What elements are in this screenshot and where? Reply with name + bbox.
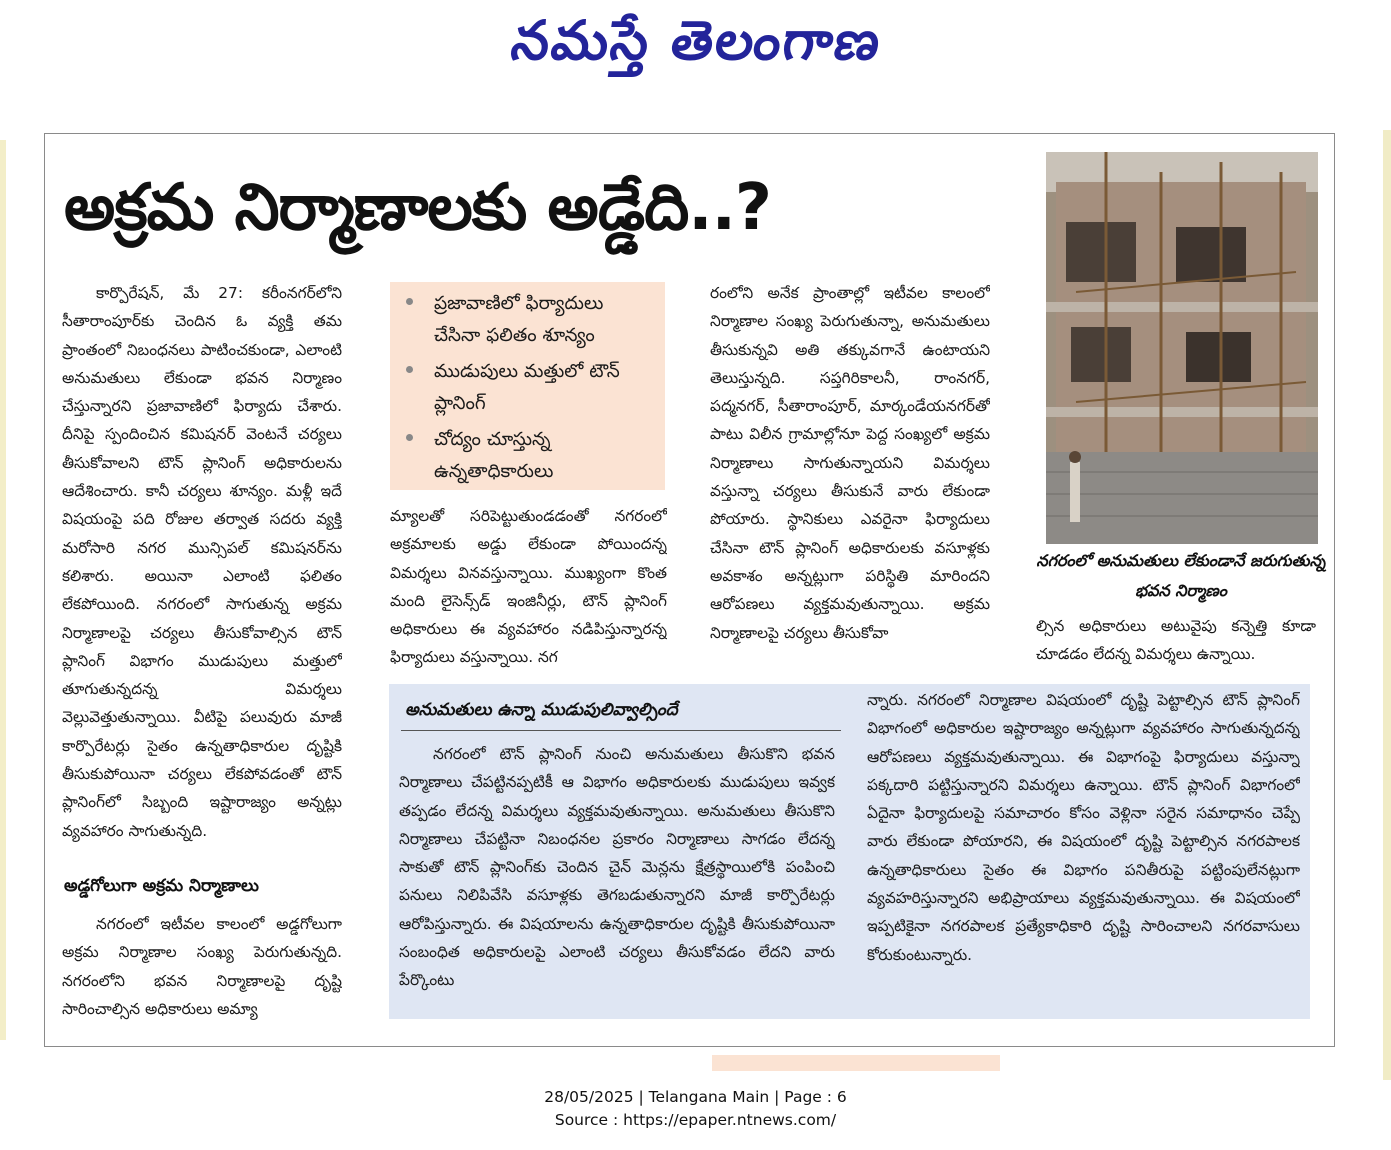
bullet-icon [406, 366, 413, 373]
pullquote-text: ముడుపులు మత్తులో టౌన్‌ ప్లానింగ్‌ [434, 361, 620, 414]
masthead [0, 0, 1391, 95]
bullet-icon [406, 434, 413, 441]
pullquote-text: చోద్యం చూస్తున్న ఉన్నతాధికారులు [434, 429, 554, 482]
article-column-3 [710, 279, 990, 672]
box-paragraph: న్నారు. నగరంలో నిర్మాణాల విషయంలో దృష్టి పెట్టాల్సిన టౌన్‌ ప్లానింగ్‌ విభాగంలో అధికారుల ఇష్టారాజ్యం అన్నట్లుగా వ్యవహారం సాగుతున్నదన్న ఆరోపణలు వ్యక్తమవుతున్నాయి. ఈ విభాగంపై ఫిర్యాదులు వస్తున్నా పక్కదారి పట్టిస్తున్నారని విమర్శలు ఉన్నాయి. టౌన్‌ ప్లానింగ్‌ విభాగంలో ఏదైనా ఫిర్యాదులపై సమాచారం కోసం వెళ్లినా సరైన సమాధానం చెప్పే వారు లేకుండా పోయారని, ఈ విషయంలో దృష్టి పెట్టాల్సిన నగరపాలక ఉన్నతాధికారులు సైతం ఈ విభాగం పనితీరుపై పట్టింపులేనట్లుగా వ్యవహరిస్తున్నారని అభిప్రాయాలు వ్యక్తమవుతున్నాయి. ఈ విషయంలో ఇప్పటికైనా నగరపాలక ప్రత్యేకాధికారి దృష్టి సారించాలని నగరవాసులు కోరుకుంటున్నారు. [867, 691, 1300, 964]
article-paragraph: రంలోని అనేక ప్రాంతాల్లో ఇటీవల కాలంలో నిర్మాణాల సంఖ్య పెరుగుతున్నా, అనుమతులు తీసుకున్నవి అతి తక్కువగానే ఉంటాయని తెలుస్తున్నది. సప్తగిరికాలనీ, రాంనగర్‌, పద్మనగర్‌, సీతారాంపూర్‌, మార్కండేయనగర్‌తో పాటు విలీన గ్రామాల్లోనూ పెద్ద సంఖ్యలో అక్రమ నిర్మాణాలు సాగుతున్నాయని విమర్శలు వస్తున్నా చర్యలు తీసుకునే వారు లేకుండా పోయారు. స్థానికులు ఎవరైనా ఫిర్యాదులు చేసినా టౌన్‌ ప్లానింగ్‌ అధికారులకు వసూళ్లకు అవకాశం అన్నట్లుగా పరిస్థితి మారిందని ఆరోపణలు వ్యక్తమవుతున్నాయి. అక్రమ నిర్మాణాలపై చర్యలు తీసుకోవా [710, 284, 990, 642]
article-column-1 [62, 279, 342, 862]
box-title: అనుమతులు ఉన్నా ముడుపులివ్వాల్సిందే [405, 700, 678, 720]
page-edge-left [0, 140, 6, 1040]
box-column-1 [399, 740, 835, 1000]
page-edge-right [1383, 130, 1391, 1080]
masthead-logo: నమస్తే తెలంగాణ [507, 9, 886, 72]
building-illustration [1046, 152, 1318, 544]
bullet-icon [406, 298, 413, 305]
article-column-2 [390, 502, 667, 672]
construction-photo [1046, 152, 1318, 544]
article-paragraph: ల్సిన అధికారులు అటువైపు కన్నెత్తి కూడా చూడడం లేదన్న విమర్శలు ఉన్నాయి. [1036, 617, 1316, 664]
next-article-peek [712, 1055, 1000, 1071]
page-footer [0, 1086, 1391, 1132]
article-paragraph: కార్పొరేషన్‌, మే 27: కరీంనగర్‌లోని సీతారాంపూర్‌కు చెందిన ఓ వ్యక్తి తమ ప్రాంతంలో నిబంధనలు పాటించకుండా, ఎలాంటి అనుమతులు లేకుండా భవన నిర్మాణం చేస్తున్నారని ప్రజావాణిలో ఫిర్యాదు చేశారు. దీనిపై స్పందించిన కమిషనర్‌ వెంటనే చర్యలు తీసుకోవాలని టౌన్‌ ప్లానింగ్‌ అధికారులను ఆదేశించారు. కానీ చర్యలు శూన్యం. మళ్లీ ఇదే విషయంపై పది రోజుల తర్వాత సదరు వ్యక్తి మరోసారి నగర మున్సిపల్‌ కమిషనర్‌ను కలిశారు. అయినా ఎలాంటి ఫలితం లేకపోయింది. నగరంలో సాగుతున్న అక్రమ నిర్మాణాలపై చర్యలు తీసుకోవాల్సిన టౌన్‌ ప్లానింగ్‌ విభాగం ముడుపులు మత్తులో తూగుతున్నదన్న విమర్శలు వెల్లువెత్తుతున్నాయి. వీటిపై పలువురు మాజీ కార్పొరేటర్లు సైతం ఉన్నతాధికారుల దృష్టికి తీసుకుపోయినా చర్యలు లేకపోవడంతో టౌన్‌ ప్లానింగ్‌లో సిబ్బంది ఇష్టారాజ్యం అన్నట్లు వ్యవహారం సాగుతున్నది. [62, 284, 342, 840]
photo-caption: నగరంలో అనుమతులు లేకుండానే జరుగుతున్న భవన నిర్మాణం [1036, 551, 1326, 600]
pullquote-item [400, 356, 655, 420]
box-divider [401, 730, 841, 731]
article-paragraph: మ్యాలతో సరిపెట్టుతుండడంతో నగరంలో అక్రమాలకు అడ్డు లేకుండా పోయిందన్న విమర్శలు వినవస్తున్నాయి. ముఖ్యంగా కొంత మంది లైసెన్స్‌డ్‌ ఇంజినీర్లు, టౌన్‌ ప్లానింగ్‌ అధికారులు ఈ వ్యవహారం నడిపిస్తున్నారన్న ఫిర్యాదులు వస్తున్నాయి. నగ [390, 507, 667, 667]
article-column-1-cont [62, 910, 342, 1036]
pullquote-item [400, 288, 655, 352]
footer-source-link[interactable]: Source : https://epaper.ntnews.com/ [554, 1111, 837, 1129]
footer-edition: 28/05/2025 | Telangana Main | Page : 6 [544, 1088, 847, 1106]
article-column-4 [1036, 612, 1316, 672]
pullquote-text: ప్రజావాణిలో ఫిర్యాదులు చేసినా ఫలితం శూన్యం [434, 293, 604, 346]
box-column-2 [867, 686, 1300, 1001]
section-subhead: అడ్డగోలుగా అక్రమ నిర్మాణాలు [64, 876, 259, 896]
sidebar-box [389, 684, 1310, 1019]
pullquote-item [400, 424, 655, 488]
article-headline: అక్రమ నిర్మాణాలకు అడ్డేది..? [64, 171, 772, 245]
box-paragraph: నగరంలో టౌన్‌ ప్లానింగ్‌ నుంచి అనుమతులు తీసుకొని భవన నిర్మాణాలు చేపట్టినప్పటికీ ఆ విభాగం అధికారులకు ముడుపులు ఇవ్వక తప్పడం లేదన్న విమర్శలు వ్యక్తమవుతున్నాయి. అనుమతులు తీసుకొని నిర్మాణాలు చేపట్టినా నిబంధనల ప్రకారం నిర్మాణాలు సాగడం లేదన్న సాకుతో టౌన్‌ ప్లానింగ్‌కు చెందిన చైన్‌ మెన్లను క్షేత్రస్థాయిలోకి పంపించి పనులు నిలిపివేసి వసూళ్లకు తెగబడుతున్నారని మాజీ కార్పొరేటర్లు ఆరోపిస్తున్నారు. ఈ విషయాలను ఉన్నతాధికారుల దృష్టికి తీసుకుపోయినా సంబంధిత అధికారులపై ఎలాంటి చర్యలు తీసుకోవడం లేదని వారు పేర్కొంటు [399, 745, 835, 990]
article-paragraph: నగరంలో ఇటీవల కాలంలో అడ్డగోలుగా అక్రమ నిర్మాణాల సంఖ్య పెరుగుతున్నది. నగరంలోని భవన నిర్మాణాలపై దృష్టి సారించాల్సిన అధికారులు అమ్యా [62, 915, 342, 1018]
pullquote-box [390, 282, 665, 490]
